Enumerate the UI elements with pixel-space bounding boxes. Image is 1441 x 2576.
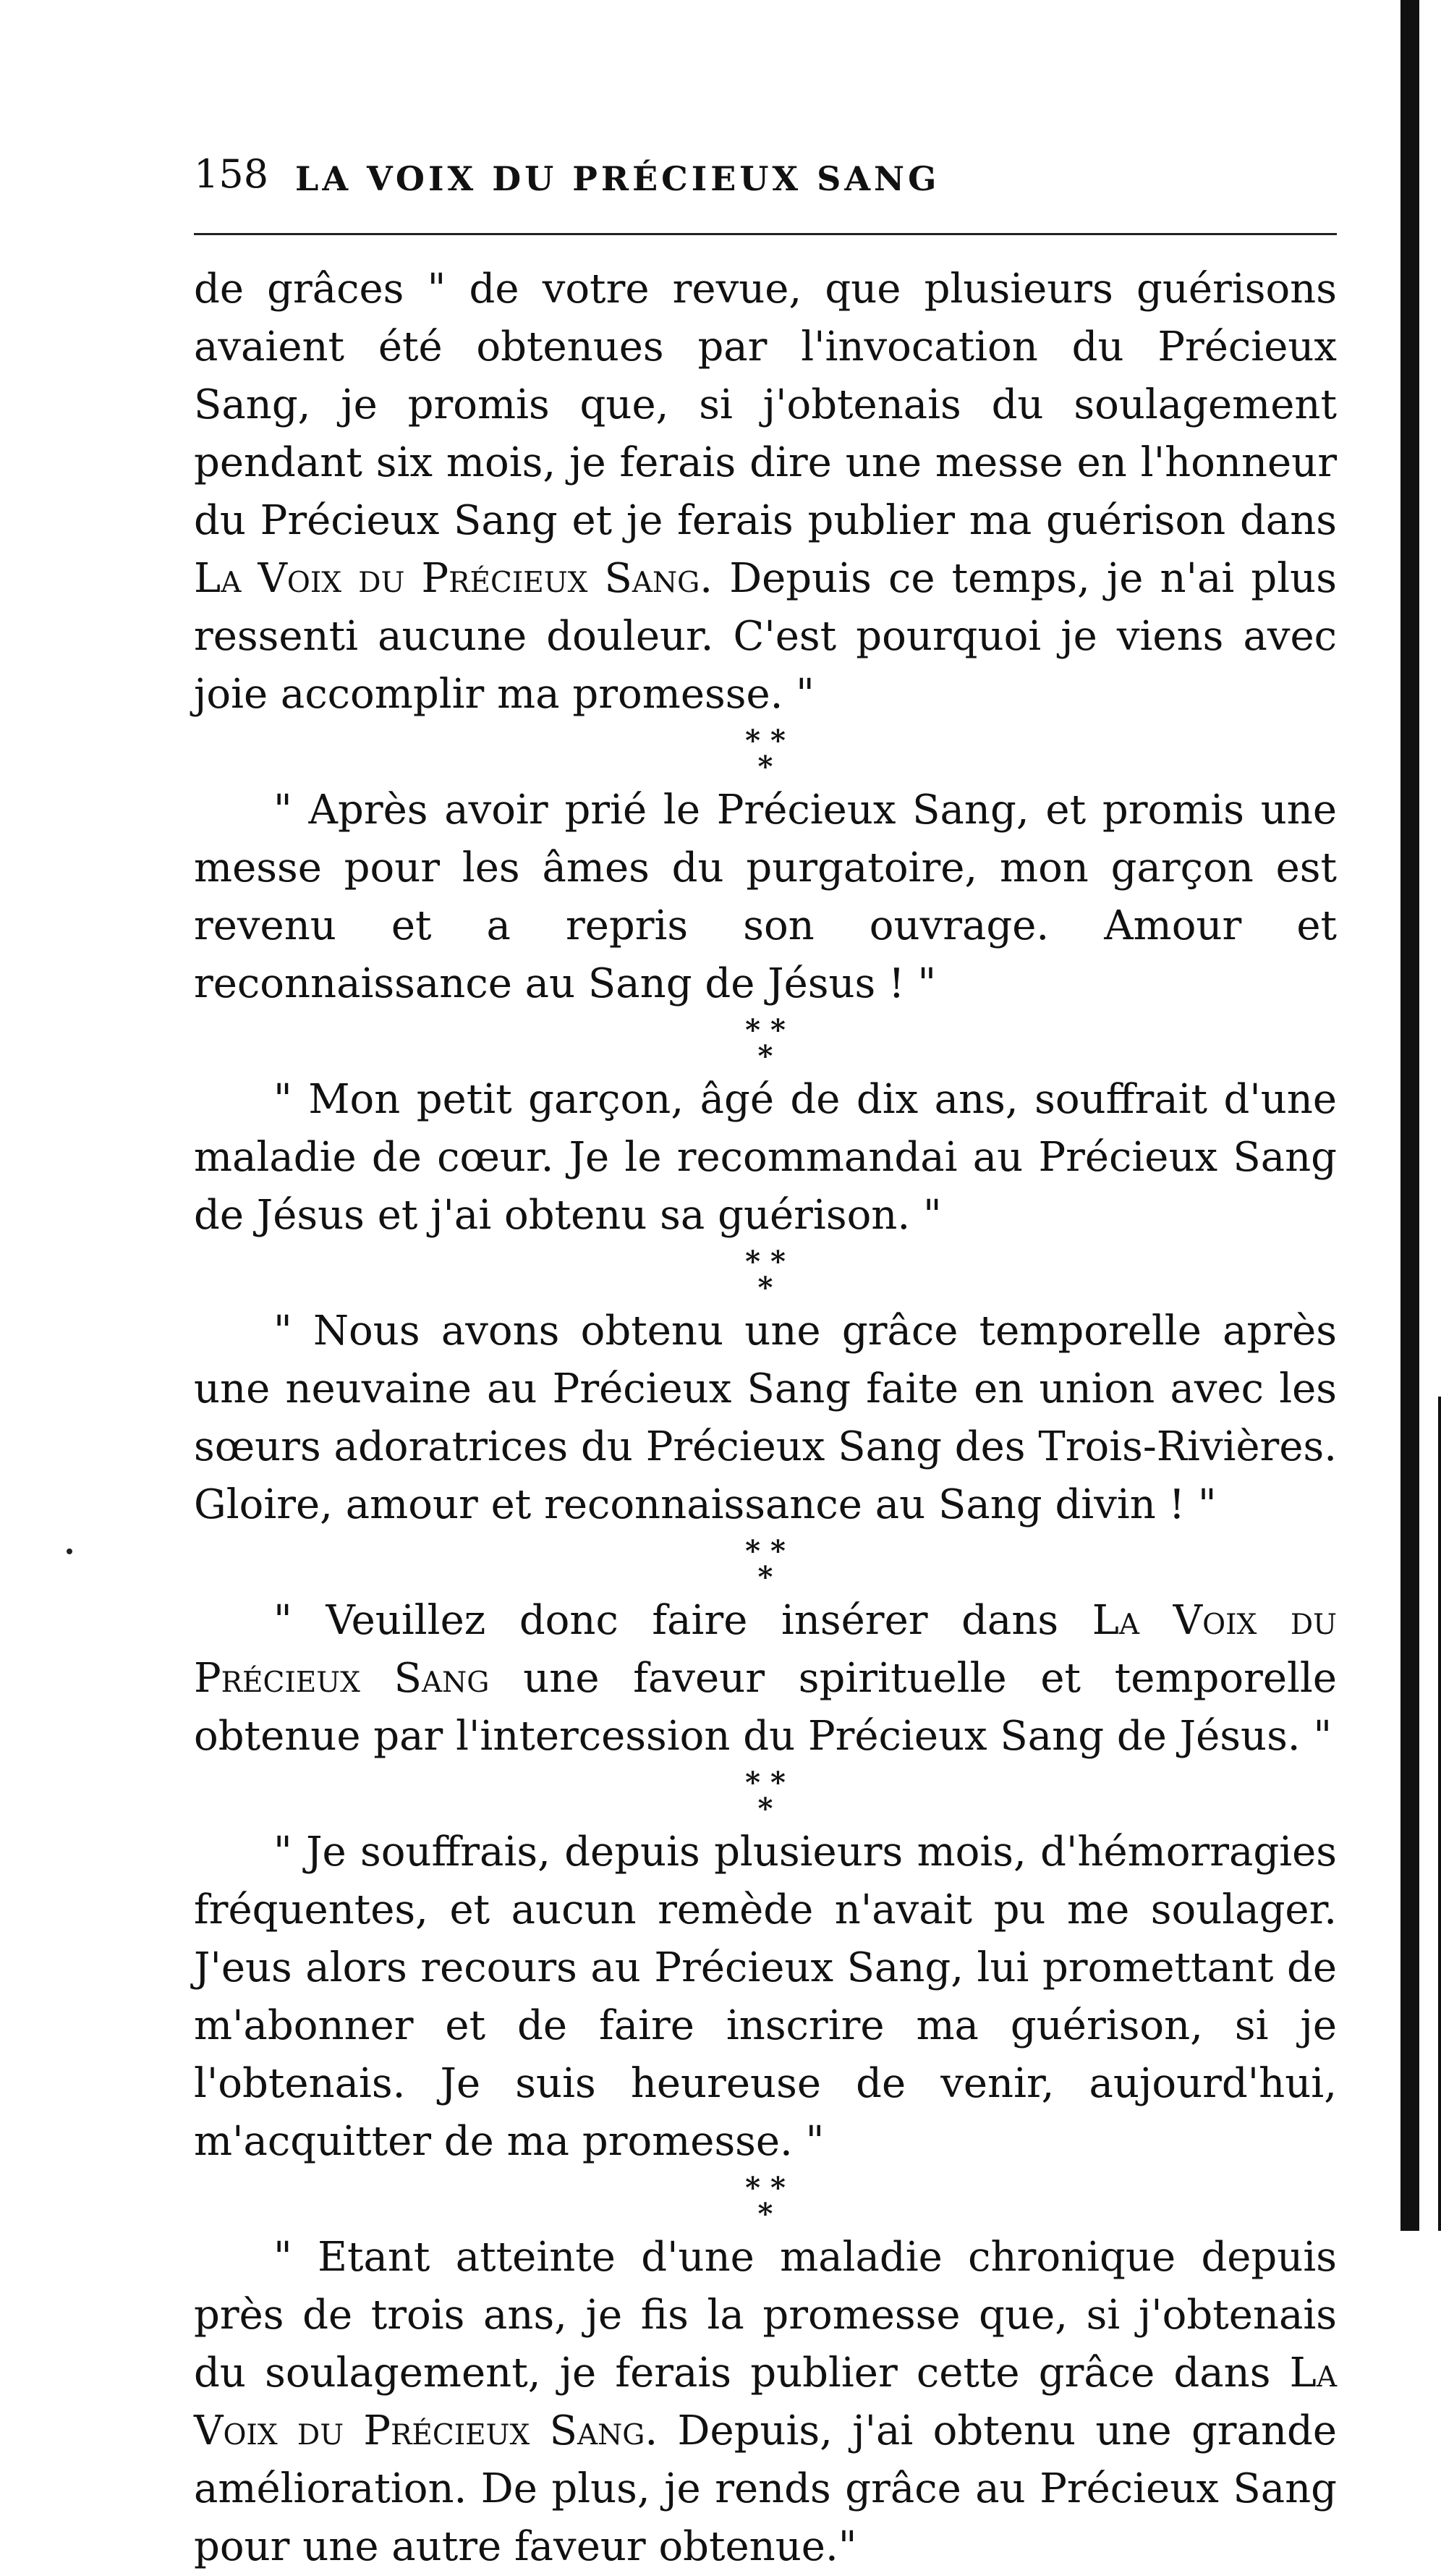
page-gutter-shadow: [1400, 0, 1419, 2231]
testimony-paragraph: " Veuillez donc faire insérer dans La Voix du Précieux Sang une faveur spirituelle et temporelle obtenue par l'intercession du Précieux Sang de Jésus. ": [194, 1597, 1337, 1760]
testimony-paragraph: " Nous avons obtenu une grâce temporelle après une neuvaine au Précieux Sang faite en union avec les sœurs adoratrices du Précieux Sang des Trois-Rivières. Gloire, amour et reconnaissance au Sang divin ! ": [194, 1308, 1337, 1528]
testimony-paragraph: " Après avoir prié le Précieux Sang, et promis une messe pour les âmes du purgatoire, mon garçon est revenu et a repris son ouvrage. Amour et reconnaissance au Sang de Jésus ! ": [194, 787, 1337, 1007]
asterism-separator: * * *: [745, 1245, 786, 1305]
testimony-paragraph: " Mon petit garçon, âgé de dix ans, souffrait d'une maladie de cœur. Je le recommandai au Précieux Sang de Jésus et j'ai obtenu sa guérison. ": [194, 1076, 1337, 1239]
asterism-separator: * * *: [745, 1766, 786, 1826]
page-number: 158: [194, 151, 269, 197]
testimony-paragraph: " Je souffrais, depuis plusieurs mois, d'hémorragies fréquentes, et aucun remède n'avait pu me soulager. J'eus alors recours au Précieux Sang, lui promettant de m'abonner et de faire inscrire ma guérison, si je l'obtenais. Je suis heureuse de venir, aujourd'hui, m'acquitter de ma promesse. ": [194, 1829, 1337, 2165]
asterism-separator: * * *: [745, 1013, 786, 1073]
page-header: [194, 149, 1337, 214]
running-title: LA VOIX DU PRÉCIEUX SANG: [295, 159, 940, 198]
page-edge-line: [1438, 1397, 1441, 2231]
asterism-separator: * * *: [745, 724, 786, 784]
page-body-text: [194, 260, 1337, 2576]
testimony-paragraph: " Etant atteinte d'une maladie chronique depuis près de trois ans, je fis la promesse que, si j'obtenais du soulagement, je ferais publier cette grâce dans La Voix du Précieux Sang. Depuis, j'ai obtenu une grande amélioration. De plus, je rends grâce au Précieux Sang pour une autre faveur obtenue.": [194, 2234, 1338, 2570]
journal-title: La Voix du Précieux Sang: [194, 1597, 1337, 1702]
testimony-paragraph: de grâces " de votre revue, que plusieurs guérisons avaient été obtenues par l'invocation du Précieux Sang, je promis que, si j'obtenais du soulagement pendant six mois, je ferais dire une messe en l'honneur du Précieux Sang et je ferais publier ma guérison dans La Voix du Précieux Sang. Depuis ce temps, je n'ai plus ressenti aucune douleur. C'est pourquoi je viens avec joie accomplir ma promesse. ": [194, 266, 1337, 718]
asterism-separator: * * *: [745, 1534, 786, 1594]
journal-title: La Voix du Précieux Sang: [194, 555, 700, 602]
header-rule: [194, 233, 1337, 235]
margin-speck: [67, 1548, 72, 1554]
journal-title: La Voix du Précieux Sang: [194, 2350, 1337, 2454]
asterism-separator: * * *: [745, 2171, 786, 2231]
